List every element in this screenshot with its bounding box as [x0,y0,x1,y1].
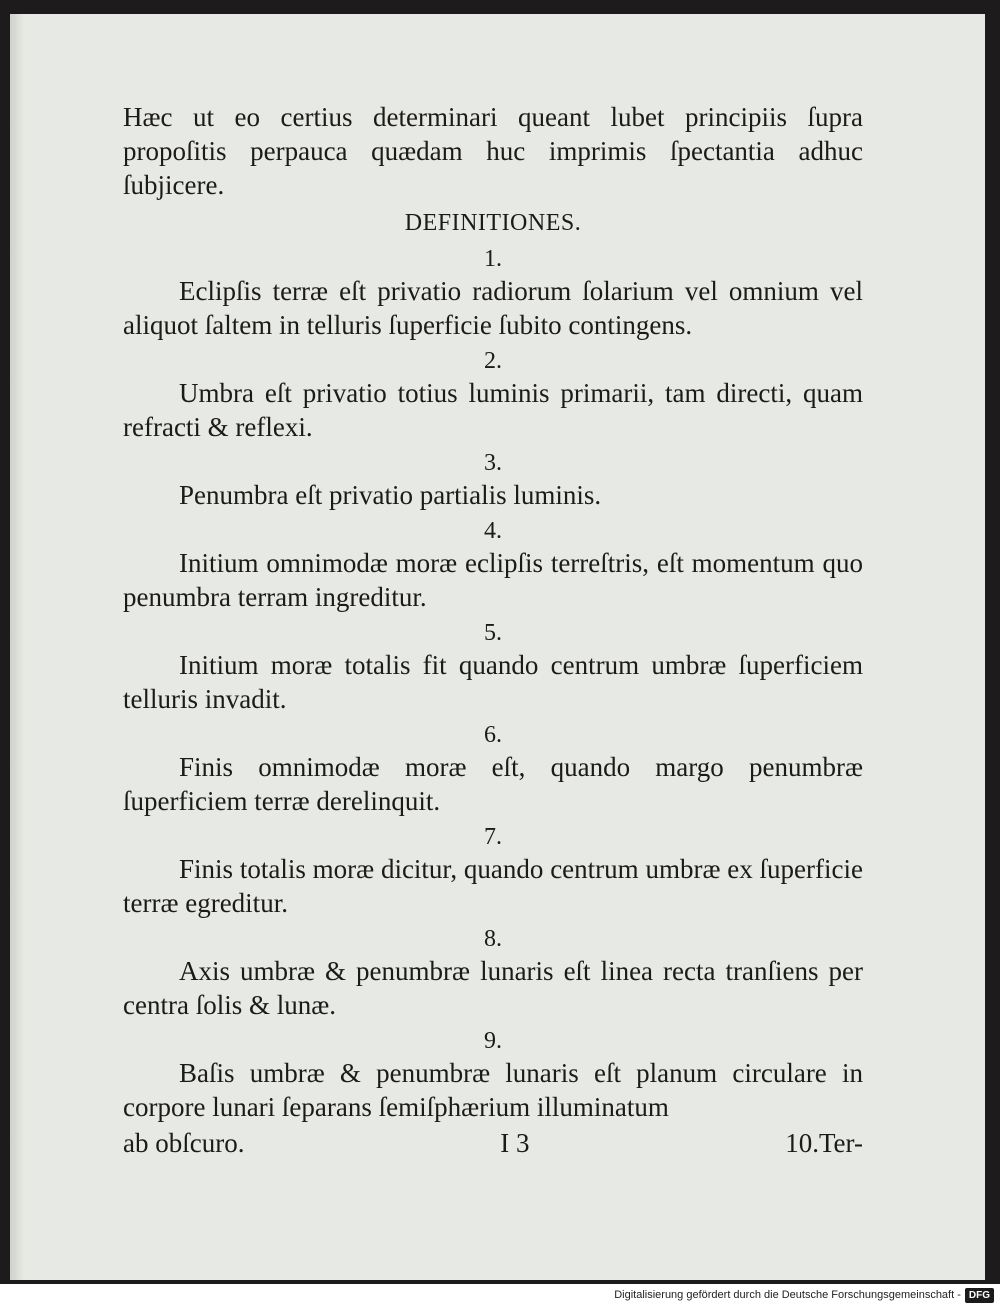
definition-number: 7. [484,824,502,850]
definition-text: Penumbra eſt privatio partialis luminis. [179,480,602,510]
intro-paragraph: Hæc ut eo certius determinari queant lubet principiis ſupra propoſitis perpauca quædam huc imprimis ſpectantia adhuc ſubjicere. [123,102,863,200]
definition-number: 4. [484,518,502,544]
definition-text: Baſis umbræ & penumbræ lunaris eſt planum circulare in corpore lunari ſeparans ſemiſphærium illuminatum [123,1058,863,1122]
definition-6 [123,720,863,818]
definition-number: 3. [484,450,502,476]
definition-4 [123,516,863,614]
definition-9 [123,1026,863,1124]
catchword: 10.Ter- [785,1128,863,1158]
definition-text: Initium moræ totalis fit quando centrum umbræ ſuperficiem telluris invadit. [123,650,863,714]
page-text [123,100,863,1160]
definition-text: Finis totalis moræ dicitur, quando centrum umbræ ex ſuperficie terræ egreditur. [123,854,863,918]
definition-7 [123,822,863,920]
page-gutter [10,14,24,1280]
definition-text: Initium omnimodæ moræ eclipſis terreſtris, eſt momentum quo penumbra terram ingreditur. [123,548,863,612]
definition-number: 2. [484,348,502,374]
dfg-logo-icon: DFG [965,1288,994,1303]
definition-number: 8. [484,926,502,952]
footer-text: ab obſcuro. [123,1128,245,1158]
definition-2 [123,346,863,444]
definition-8 [123,924,863,1022]
digitization-credit [0,1284,1000,1306]
definition-text: Axis umbræ & penumbræ lunaris eſt linea recta tranſiens per centra ſolis & lunæ. [123,956,863,1020]
book-page [10,14,985,1280]
section-heading: DEFINITIONES. [404,210,582,236]
definition-text: Umbra eſt privatio totius luminis primarii, tam directi, quam refracti & reflexi. [123,378,863,442]
page-footer-line [123,1126,863,1160]
signature-mark: I 3 [500,1128,530,1158]
credit-text: Digitalisierung gefördert durch die Deutsche Forschungsgemeinschaft - [614,1289,961,1301]
definition-text: Finis omnimodæ moræ eſt, quando margo penumbræ ſuperficiem terræ derelinquit. [123,752,863,816]
definition-text: Eclipſis terræ eſt privatio radiorum ſolarium vel omnium vel aliquot ſaltem in telluris ſuperficie ſubito contingens. [123,276,863,340]
definition-number: 9. [484,1028,502,1054]
definition-number: 6. [484,722,502,748]
definition-number: 5. [484,620,502,646]
definition-5 [123,618,863,716]
definition-1 [123,244,863,342]
definition-number: 1. [484,246,502,272]
definition-3 [123,448,863,512]
